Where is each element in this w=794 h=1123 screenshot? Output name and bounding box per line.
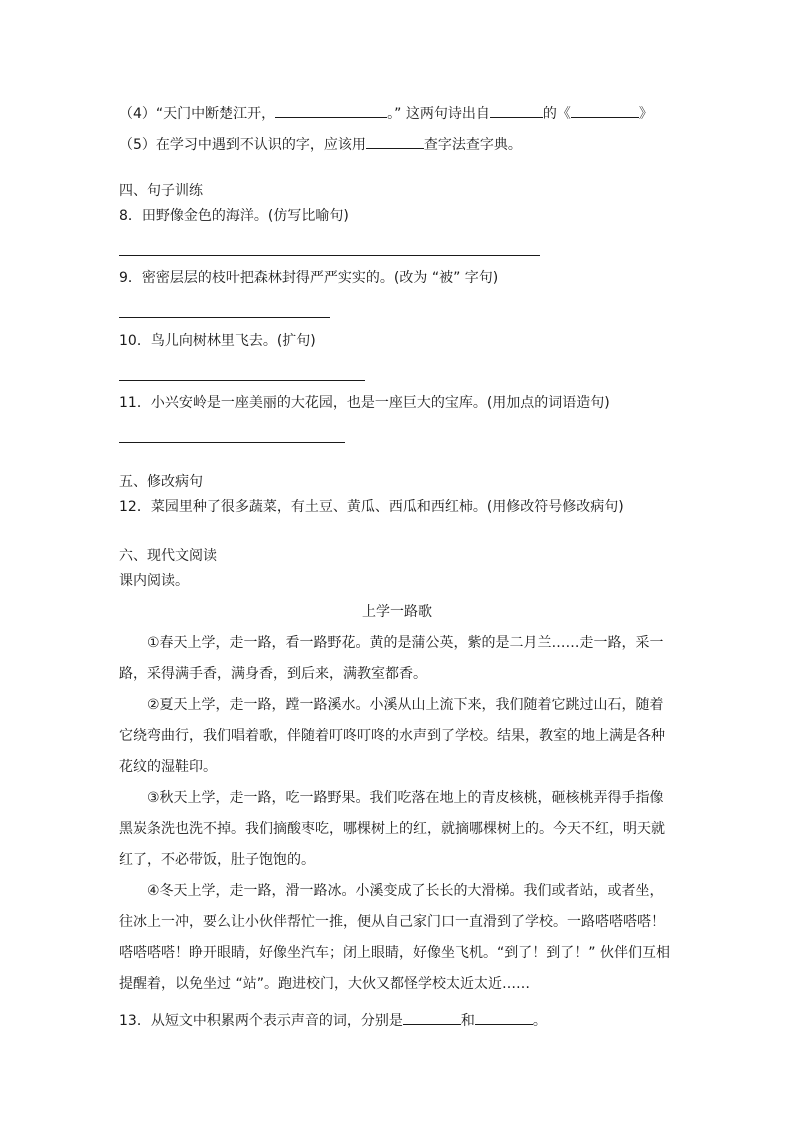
section-4-heading: 四、句子训练 (119, 183, 203, 199)
question-12: 12．菜园里种了很多蔬菜，有土豆、黄瓜、西瓜和西红柿。(用修改符号修改病句) (119, 499, 624, 515)
passage-line: ①春天上学，走一路，看一路野花。黄的是蒲公英，紫的是二月兰……走一路，采一 (147, 635, 664, 651)
q4-blank-1[interactable] (275, 103, 387, 118)
passage-body (119, 633, 675, 1005)
q5-suffix: 查字法查字典。 (423, 137, 522, 153)
q5-blank[interactable] (366, 134, 424, 149)
passage-line: 红了，不必带饭，肚子饱饱的。 (119, 852, 315, 868)
question-5 (119, 134, 522, 155)
question-4 (119, 103, 653, 124)
passage-line: ②夏天上学，走一路，蹚一路溪水。小溪从山上流下来，我们随着它跳过山石，随着 (147, 697, 664, 713)
q4-blank-2[interactable] (490, 103, 543, 118)
q10-answer-line[interactable] (119, 380, 365, 381)
q9-answer-line[interactable] (119, 317, 330, 318)
q11-answer-line[interactable] (119, 442, 345, 443)
passage-line: 黑炭条洗也洗不掉。我们摘酸枣吃，哪棵树上的红，就摘哪棵树上的。今天不红，明天就 (119, 821, 665, 837)
q13-he: 和 (460, 1013, 475, 1029)
q4-blank-3[interactable] (571, 103, 639, 118)
passage-line: 路，采得满手香，满身香，到后来，满教室都香。 (119, 666, 427, 682)
q13-blank-2[interactable] (475, 1010, 533, 1025)
section-6-subheading: 课内阅读。 (119, 573, 189, 589)
q5-prefix: （5）在学习中遇到不认识的字，应该用 (119, 137, 366, 153)
passage-line: 提醒着，以免坐过 “站”。跑进校门，大伙又都怪学校太近太近…… (119, 976, 530, 992)
q4-mid: 。” 这两句诗出自 (387, 106, 490, 122)
q4-prefix: （4）“天门中断楚江开， (119, 106, 276, 122)
question-13 (119, 1010, 547, 1031)
passage-line: ③秋天上学，走一路，吃一路野果。我们吃落在地上的青皮核桃，砸核桃弄得手指像 (147, 790, 664, 806)
question-8: 8．田野像金色的海洋。(仿写比喻句) (119, 208, 349, 224)
q13-blank-1[interactable] (403, 1010, 461, 1025)
question-10: 10．鸟儿向树林里飞去。(扩句) (119, 333, 316, 349)
q4-de: 的《 (542, 106, 571, 122)
section-6-heading: 六、现代文阅读 (119, 548, 217, 564)
passage-line: 花纹的湿鞋印。 (119, 759, 217, 775)
passage-line: 它绕弯曲行，我们唱着歌，伴随着叮咚叮咚的水声到了学校。结果，教室的地上满是各种 (119, 728, 665, 744)
passage-line: 往冰上一冲，要么让小伙伴帮忙一推，便从自己家门口一直滑到了学校。一路嗒嗒嗒嗒！ (119, 914, 665, 930)
q13-prefix: 13．从短文中积累两个表示声音的词，分别是 (119, 1013, 403, 1029)
passage-line: 嗒嗒嗒嗒！睁开眼睛，好像坐汽车；闭上眼睛，好像坐飞机。“到了！到了！” 伙伴们互相 (119, 945, 670, 961)
q4-close: 》 (638, 106, 653, 122)
passage-title: 上学一路歌 (362, 604, 432, 620)
section-5-heading: 五、修改病句 (119, 474, 203, 490)
passage-line: ④冬天上学，走一路，滑一路冰。小溪变成了长长的大滑梯。我们或者站，或者坐， (147, 883, 664, 899)
question-9: 9．密密层层的枝叶把森林封得严严实实的。(改为 “被” 字句) (119, 270, 499, 286)
q8-answer-line[interactable] (119, 255, 540, 256)
q13-end: 。 (532, 1013, 547, 1029)
question-11: 11．小兴安岭是一座美丽的大花园，也是一座巨大的宝库。(用加点的词语造句) (119, 395, 610, 411)
